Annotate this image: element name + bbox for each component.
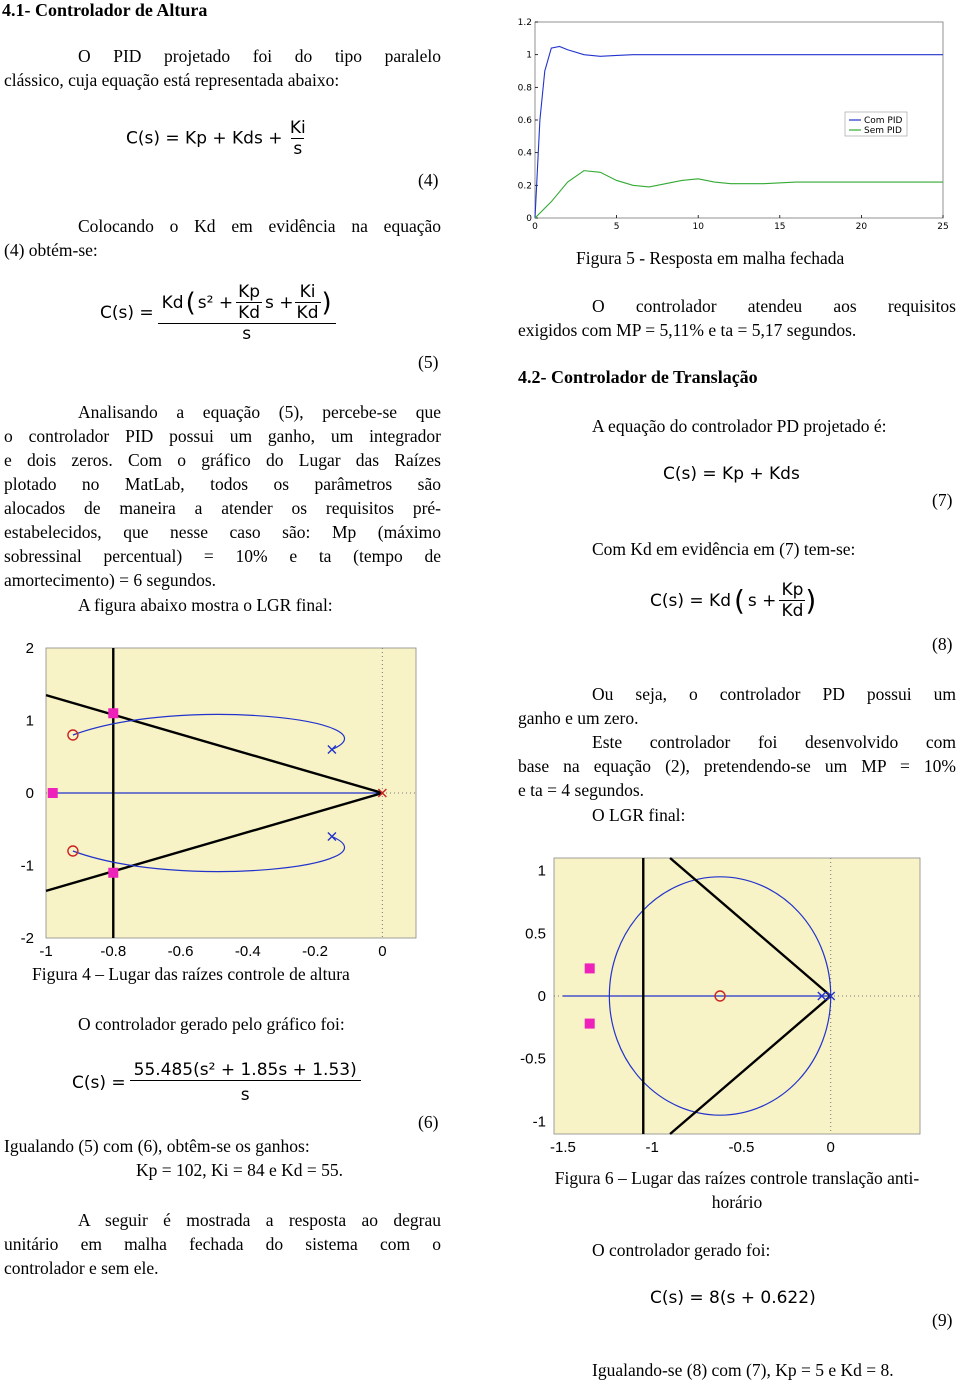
eq-den: s: [130, 1080, 361, 1105]
text-line: O controlador atendeu aos requisitos: [592, 296, 956, 316]
y-tick-label: 1: [526, 50, 532, 61]
y-tick-label: 0.8: [517, 83, 532, 94]
paren-close: ): [805, 584, 817, 617]
x-tick-label: 25: [937, 222, 949, 232]
equation-number-9: (9): [932, 1310, 953, 1330]
text-line: alocados de maneira a atender os requisitos pré-: [4, 498, 441, 518]
paragraph-figura-lgr: A figura abaixo mostra o LGR final:: [78, 595, 333, 615]
x-tick-label: -0.5: [728, 1139, 755, 1156]
eq-subden: Kd: [238, 303, 261, 323]
equation-7: C(s) = Kp + Kds: [663, 464, 800, 484]
paren-open: (: [185, 287, 196, 318]
paragraph-analise: [4, 400, 441, 592]
text-line: Analisando a equação (5), percebe-se que: [78, 402, 441, 422]
paragraph-controlador-gerado-pd: O controlador gerado foi:: [592, 1240, 771, 1260]
equation-5: [100, 282, 334, 344]
eq-fraction: [132, 1060, 359, 1105]
paragraph-resultado-final: Igualando-se (8) com (7), Kp = 5 e Kd = 8.: [592, 1360, 894, 1380]
text-line: sobressinal percentual) = 10% e ta (tempo de: [4, 546, 441, 566]
paragraph-pd: A equação do controlador PD projetado é:: [592, 416, 887, 436]
paragraph-resposta-degrau: [4, 1208, 441, 1280]
x-tick-label: 15: [774, 222, 786, 232]
figure-6-caption: [518, 1166, 956, 1214]
equation-4: [126, 118, 308, 159]
eq-num: Ki: [289, 118, 306, 138]
y-tick-label: -2: [20, 930, 34, 947]
text-line: A seguir é mostrada a resposta ao degrau: [78, 1210, 441, 1230]
y-tick-label: 2: [25, 640, 34, 657]
paragraph-controlador-gerado: O controlador gerado pelo gráfico foi:: [78, 1014, 345, 1034]
paragraph-requisitos: [518, 294, 956, 342]
equation-number-5: (5): [418, 352, 439, 372]
paren-open: (: [733, 584, 745, 617]
paragraph-igualando: Igualando (5) com (6), obtêm-se os ganhos:: [4, 1136, 310, 1156]
eq-lhs: C(s) =: [100, 303, 154, 323]
paren-close: ): [321, 287, 332, 318]
y-tick-label: -1: [532, 1113, 546, 1131]
y-tick-label: 0.4: [517, 148, 532, 159]
text-line: plotado no MatLab, todos os parâmetros são: [4, 474, 441, 494]
paragraph-kd-evidencia: Com Kd em evidência em (7) tem-se:: [592, 539, 856, 559]
y-tick-label: 0.5: [525, 925, 546, 943]
equation-9: C(s) = 8(s + 0.622): [650, 1288, 816, 1308]
text-line: o controlador PID possui um ganho, um integrador: [4, 426, 441, 446]
text-line: estabelecidos, que nesse caso são: Mp (máximo: [4, 522, 441, 542]
equation-number-4: (4): [418, 170, 439, 190]
section-heading-translacao: 4.2- Controlador de Translação: [518, 367, 758, 387]
x-tick-label: -0.6: [167, 943, 194, 960]
legend-label: Com PID: [864, 116, 903, 126]
text-line: Figura 6 – Lugar das raízes controle translação anti-: [554, 1168, 920, 1188]
eq-inner: s +: [747, 590, 777, 611]
eq-num: Kp: [781, 580, 804, 600]
equation-number-6: (6): [418, 1112, 439, 1132]
equation-6: [72, 1060, 359, 1105]
eq-subfrac: [295, 282, 321, 323]
text-line: Ou seja, o controlador PD possui um: [592, 684, 956, 704]
x-tick-label: 0: [378, 943, 387, 960]
text-line: exigidos com MP = 5,11% e ta = 5,17 segundos.: [518, 320, 857, 340]
text-line: (4) obtém-se:: [4, 240, 98, 260]
x-tick-label: -0.8: [100, 943, 127, 960]
y-tick-label: 1: [537, 862, 546, 880]
y-tick-label: 0: [25, 785, 34, 802]
x-tick-label: -0.4: [234, 943, 261, 960]
eq-mid: s +: [265, 292, 294, 313]
text-line: amortecimento) = 6 segundos.: [4, 570, 217, 590]
eq-lhs: C(s) =: [72, 1072, 126, 1093]
eq-num: [160, 282, 334, 323]
paragraph-evidencia-kd: [4, 214, 441, 262]
text-line: e dois zeros. Com o gráfico do Lugar das Raízes: [4, 450, 441, 470]
gains-values: Kp = 102, Ki = 84 e Kd = 55.: [136, 1160, 344, 1180]
x-tick-label: 0: [532, 222, 538, 232]
eq-subden: Kd: [296, 303, 319, 323]
equation-number-8: (8): [932, 634, 953, 654]
eq-den: Kd: [781, 601, 804, 621]
y-tick-label: 0.6: [517, 116, 532, 126]
paragraph-desenvolvido: [518, 730, 956, 802]
selected-point: [48, 788, 58, 798]
text-line: O PID projetado foi do tipo paralelo: [78, 46, 441, 66]
figure-5-step-response: [515, 12, 955, 232]
eq-subnum: Ki: [299, 282, 316, 302]
equation-number-7: (7): [932, 490, 953, 510]
y-tick-label: -1: [20, 857, 34, 875]
y-tick-label: -0.5: [520, 1050, 546, 1068]
text-line: Este controlador foi desenvolvido com: [592, 732, 956, 752]
y-tick-label: 0: [526, 214, 532, 224]
eq-s2: s² +: [197, 292, 234, 313]
text-line: unitário em malha fechada do sistema com o: [4, 1234, 441, 1254]
eq-lhs: C(s) = Kp + Kds +: [126, 128, 283, 149]
paragraph-intro-pid: [4, 44, 441, 92]
text-line: ganho e um zero.: [518, 708, 639, 728]
eq-kd: Kd: [161, 292, 184, 313]
eq-lhs: C(s) = Kd: [650, 590, 731, 611]
text-line: Colocando o Kd em evidência na equação: [78, 216, 441, 236]
eq-num: 55.485(s² + 1.85s + 1.53): [133, 1060, 357, 1080]
x-tick-label: 0: [826, 1139, 835, 1156]
eq-fraction: [288, 118, 308, 159]
eq-den: s: [293, 139, 303, 159]
figure-5-caption: Figura 5 - Resposta em malha fechada: [576, 248, 845, 268]
x-tick-label: -1: [645, 1139, 659, 1156]
figure-6-root-locus: [516, 840, 936, 1160]
text-line: base na equação (2), pretendendo-se um MP = 10%: [518, 756, 956, 776]
paragraph-ou-seja: [518, 682, 956, 730]
y-tick-label: 0.2: [517, 181, 532, 192]
paragraph-lgr-final: O LGR final:: [592, 805, 686, 825]
legend-label: Sem PID: [864, 126, 902, 136]
x-tick-label: 20: [855, 222, 868, 232]
x-tick-label: -1.5: [549, 1139, 576, 1156]
x-tick-label: 10: [692, 222, 704, 232]
x-tick-label: -0.2: [302, 943, 329, 960]
y-tick-label: 0: [537, 988, 546, 1005]
eq-fraction: [779, 580, 805, 621]
text-line: controlador e sem ele.: [4, 1258, 159, 1278]
text-line: e ta = 4 segundos.: [518, 780, 645, 800]
x-tick-label: 5: [613, 222, 620, 232]
eq-den: s: [158, 323, 336, 344]
figure-4-caption: Figura 4 – Lugar das raízes controle de altura: [32, 964, 350, 984]
section-heading-altura: 4.1- Controlador de Altura: [2, 0, 208, 20]
y-tick-label: 1.2: [517, 18, 532, 28]
equation-8: [650, 580, 816, 621]
eq-subfrac: [236, 282, 262, 323]
text-line: clássico, cuja equação está representada abaixo:: [4, 70, 340, 90]
text-line: horário: [711, 1192, 763, 1212]
eq-subnum: Kp: [238, 282, 261, 302]
y-tick-label: 1: [25, 712, 34, 730]
figure-4-root-locus: [14, 636, 424, 966]
selected-point: [108, 708, 118, 718]
x-tick-label: -1: [39, 943, 53, 960]
eq-fraction: [160, 282, 334, 344]
selected-point: [585, 963, 595, 973]
selected-point: [108, 868, 118, 878]
selected-point: [585, 1019, 595, 1029]
